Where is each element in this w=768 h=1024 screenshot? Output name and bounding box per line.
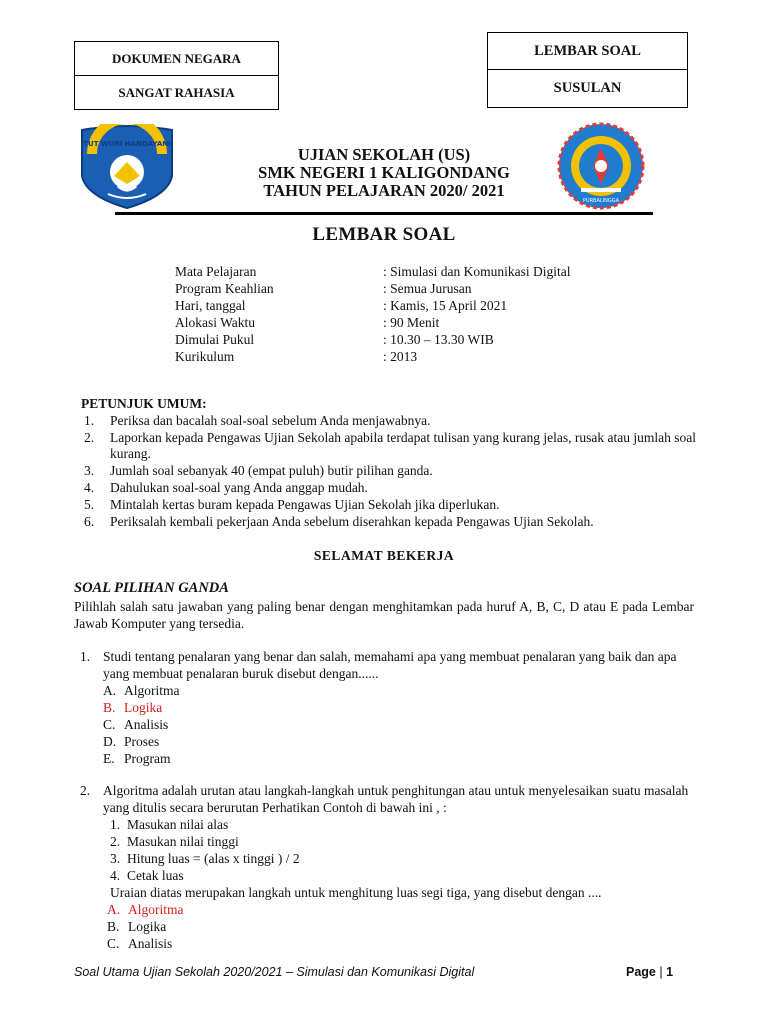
info-row — [175, 331, 645, 348]
step-number: 3. — [110, 851, 121, 866]
info-row — [175, 263, 645, 280]
option-d[interactable] — [103, 733, 692, 750]
question-followup: Uraian diatas merupakan langkah untuk menghitung luas segi tiga, yang disebut dengan .... — [110, 885, 602, 900]
instruction-item — [84, 514, 696, 530]
exam-info — [175, 263, 645, 365]
section-heading: SOAL PILIHAN GANDA — [74, 580, 229, 596]
title-line-3: TAHUN PELAJARAN 2020/ 2021 — [263, 181, 505, 200]
option-letter: B. — [103, 700, 116, 715]
option-a[interactable] — [103, 682, 692, 699]
option-b-answer[interactable] — [103, 699, 692, 716]
instruction-text: Laporkan kepada Pengawas Ujian Sekolah apabila terdapat tulisan yang kurang jelas, rusak atau jumlah soal kurang. — [110, 430, 696, 461]
option-b[interactable] — [107, 918, 692, 935]
info-value: : Simulasi dan Komunikasi Digital — [383, 264, 571, 279]
sheet-type-box — [487, 32, 688, 108]
step-text: Masukan nilai tinggi — [127, 834, 239, 849]
info-label: Program Keahlian — [175, 281, 274, 296]
classification-box — [74, 41, 279, 110]
question-2 — [80, 782, 692, 952]
instruction-number: 1. — [84, 413, 95, 428]
option-text: Analisis — [124, 717, 169, 732]
title-line-2: SMK NEGERI 1 KALIGONDANG — [258, 163, 510, 182]
instruction-number: 6. — [84, 514, 95, 529]
page-label: Page — [626, 965, 656, 979]
option-text: Analisis — [128, 936, 173, 951]
title-line-1: UJIAN SEKOLAH (US) — [297, 145, 471, 164]
option-text: Algoritma — [124, 683, 180, 698]
question-1 — [80, 648, 692, 767]
question-number: 2. — [80, 783, 91, 798]
option-e[interactable] — [103, 750, 692, 767]
info-row — [175, 297, 645, 314]
step-number: 1. — [110, 817, 121, 832]
option-c[interactable] — [107, 935, 692, 952]
instruction-item — [84, 480, 696, 496]
instruction-number: 2. — [84, 430, 95, 445]
info-value: : 2013 — [383, 349, 418, 364]
option-text: Logika — [124, 700, 163, 715]
question-stem — [80, 648, 692, 682]
instruction-text: Jumlah soal sebanyak 40 (empat puluh) butir pilihan ganda. — [110, 463, 433, 478]
info-value: : Semua Jurusan — [383, 281, 472, 296]
instruction-text: Mintalah kertas buram kepada Pengawas Ujian Sekolah jika diperlukan. — [110, 497, 500, 512]
question-stem — [80, 782, 692, 816]
question-number: 1. — [80, 649, 91, 664]
info-label: Kurikulum — [175, 349, 235, 364]
step-item — [110, 850, 692, 867]
option-text: Algoritma — [128, 902, 184, 917]
classification-line-2: SANGAT RAHASIA — [118, 85, 235, 100]
page-num: 1 — [666, 965, 674, 979]
page-title: LEMBAR SOAL — [312, 224, 456, 245]
instruction-text: Periksalah kembali pekerjaan Anda sebelum diserahkan kepada Pengawas Ujian Sekolah. — [110, 514, 594, 529]
step-item — [110, 816, 692, 833]
option-letter: C. — [107, 936, 120, 951]
section-intro: Pilihlah salah satu jawaban yang paling benar dengan menghitamkan pada huruf A, B, C, D atau E pada Lembar Jawab Komputer yang tersedia. — [74, 599, 694, 631]
question-text: Algoritma adalah urutan atau langkah-langkah untuk penghitungan atau untuk menyelesaikan suatu masalah yang ditulis secara berurutan Perhatikan Contoh di bawah ini , : — [103, 783, 689, 815]
instruction-number: 5. — [84, 497, 95, 512]
info-row — [175, 280, 645, 297]
step-item — [110, 833, 692, 850]
instruction-item — [84, 413, 696, 429]
option-c[interactable] — [103, 716, 692, 733]
instruction-item — [84, 463, 696, 479]
instruction-text: Dahulukan soal-soal yang Anda anggap mudah. — [110, 480, 368, 495]
page-number — [626, 965, 673, 979]
option-text: Program — [124, 751, 171, 766]
info-label: Alokasi Waktu — [175, 315, 256, 330]
school-title — [200, 146, 568, 200]
info-row — [175, 348, 645, 365]
instructions-heading: PETUNJUK UMUM: — [81, 396, 207, 411]
option-letter: A. — [103, 683, 117, 698]
option-letter: E. — [103, 751, 115, 766]
sheet-type-line-2: SUSULAN — [553, 80, 622, 96]
info-label: Dimulai Pukul — [175, 332, 255, 347]
tut-wuri-handayani-logo — [78, 124, 176, 210]
header-rule — [115, 212, 653, 215]
svg-text:PURBALINGGA: PURBALINGGA — [582, 198, 620, 204]
instruction-number: 3. — [84, 463, 95, 478]
step-text: Hitung luas = (alas x tinggi ) / 2 — [127, 851, 300, 866]
option-letter: B. — [107, 919, 120, 934]
instruction-text: Periksa dan bacalah soal-soal sebelum Anda menjawabnya. — [110, 413, 431, 428]
instruction-number: 4. — [84, 480, 95, 495]
info-label: Mata Pelajaran — [175, 264, 257, 279]
instructions-list — [84, 413, 696, 531]
option-letter: C. — [103, 717, 116, 732]
smk-negeri-1-kaligondang-logo — [555, 122, 647, 210]
step-item — [110, 867, 692, 884]
option-letter: D. — [103, 734, 117, 749]
instruction-item — [84, 497, 696, 513]
footer-text: Soal Utama Ujian Sekolah 2020/2021 – Simulasi dan Komunikasi Digital — [74, 965, 475, 979]
option-text: Proses — [124, 734, 160, 749]
algorithm-steps — [110, 816, 692, 884]
info-value: : 90 Menit — [383, 315, 440, 330]
info-value: : 10.30 – 13.30 WIB — [383, 332, 494, 347]
sheet-type-line-1: LEMBAR SOAL — [488, 33, 687, 70]
step-number: 4. — [110, 868, 121, 883]
question-options — [103, 682, 692, 767]
page-separator: | — [659, 965, 663, 979]
option-letter: A. — [107, 902, 121, 917]
question-text: Studi tentang penalaran yang benar dan salah, memahami apa yang membuat penalaran yang baik dan apa yang membuat penalaran buruk disebut dengan...... — [103, 649, 677, 681]
option-a-answer[interactable] — [107, 901, 692, 918]
info-label: Hari, tanggal — [175, 298, 246, 313]
classification-line-1: DOKUMEN NEGARA — [75, 42, 278, 76]
step-text: Masukan nilai alas — [127, 817, 229, 832]
step-text: Cetak luas — [127, 868, 184, 883]
question-options — [107, 901, 692, 952]
step-number: 2. — [110, 834, 121, 849]
info-row — [175, 314, 645, 331]
instruction-item — [84, 430, 696, 462]
selamat-bekerja: SELAMAT BEKERJA — [313, 548, 455, 563]
option-text: Logika — [128, 919, 167, 934]
svg-text:TUT WURI HANDAYANI: TUT WURI HANDAYANI — [83, 140, 171, 148]
info-value: : Kamis, 15 April 2021 — [383, 298, 508, 313]
